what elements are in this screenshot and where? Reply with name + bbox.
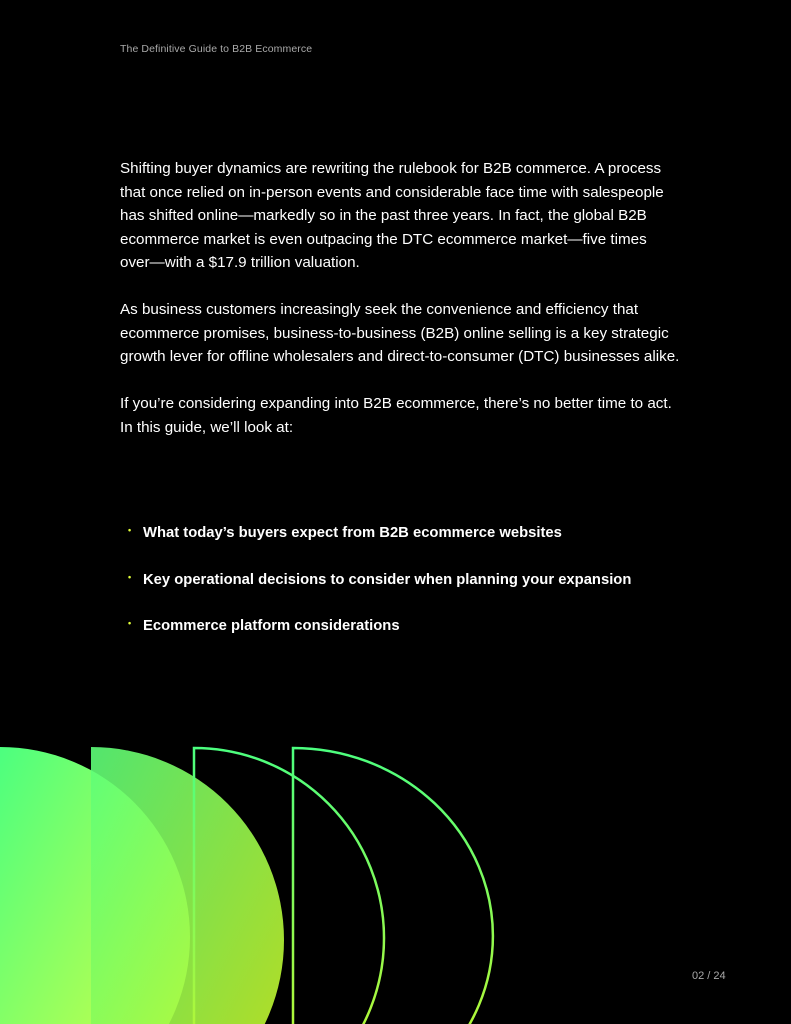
paragraph: As business customers increasingly seek the convenience and efficiency that ecommerce promises, business-to-business (B2B) online selling is a key strategic growth lever for offline wholesalers and direct-to-consumer (DTC) businesses alike. [120,301,680,365]
list-item-label: Ecommerce platform considerations [143,618,400,634]
bullet-dot-icon: • [128,525,132,535]
paragraph: Shifting buyer dynamics are rewriting the rulebook for B2B commerce. A process that once relied on in-person events and considerable face time with salespeople has shifted online—markedly so in the past three years. In fact, the global B2B ecommerce market is even outpacing the DTC ecommerce market—five times over—with a $17.9 trillion valuation. [120,160,664,271]
running-header: The Definitive Guide to B2B Ecommerce [120,43,313,55]
page-number: 02 / 24 [692,970,726,982]
paragraph: If you’re considering expanding into B2B ecommerce, there’s no better time to act. In this guide, we’ll look at: [120,395,672,436]
bullet-dot-icon: • [128,618,132,628]
list-item-label: Key operational decisions to consider when planning your expansion [143,571,632,588]
filled-arc-shape [91,747,284,1024]
list-item-label: What today’s buyers expect from B2B ecommerce websites [143,525,562,541]
outline-arc-shape [293,748,493,1024]
bullet-dot-icon: • [128,571,132,582]
